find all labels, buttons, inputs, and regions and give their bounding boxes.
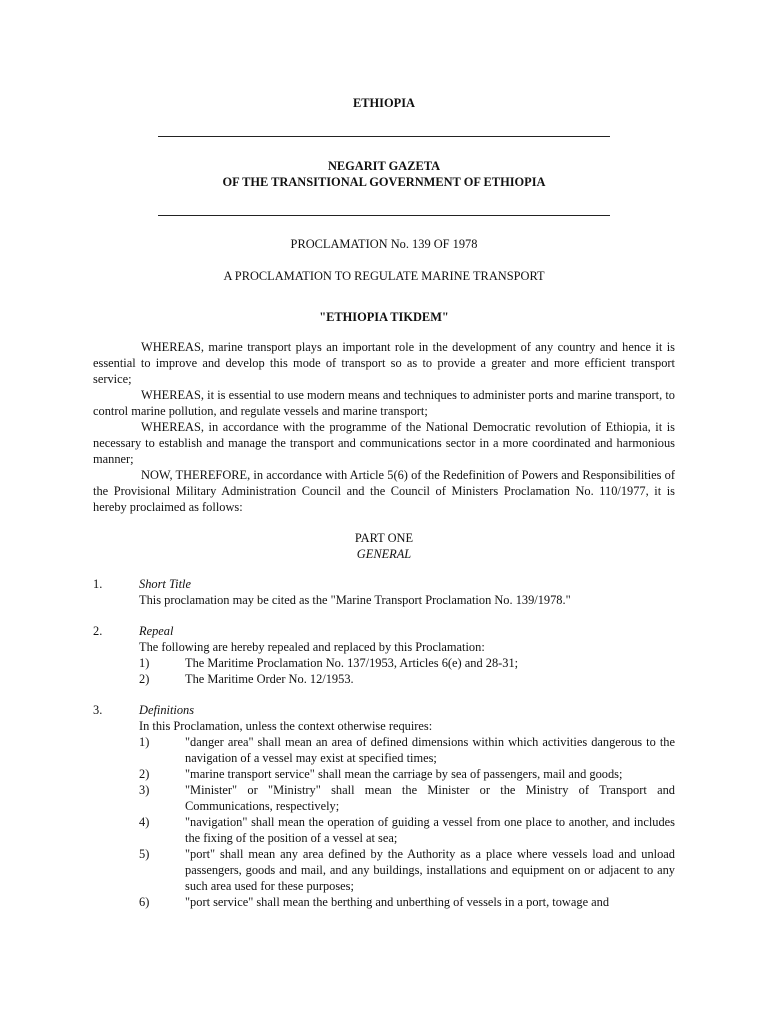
list-item-number: 5) — [139, 847, 150, 861]
gazette-subtitle: OF THE TRANSITIONAL GOVERNMENT OF ETHIOPIA — [222, 175, 546, 189]
preamble — [93, 339, 675, 515]
section-text: In this Proclamation, unless the context otherwise requires: — [139, 719, 433, 733]
preamble-paragraph: WHEREAS, marine transport plays an important role in the development of any country and hence it is essential to improve and develop this mode of transport so as to provide a greater and more efficient transport service; — [93, 340, 675, 386]
section-title: Repeal — [139, 624, 174, 638]
list-item-text: "navigation" shall mean the operation of guiding a vessel from one place to another, and includes the fixing of the position of a vessel at sea; — [185, 815, 675, 845]
list-item-number: 6) — [139, 895, 150, 909]
gazette-title: NEGARIT GAZETA — [327, 159, 441, 173]
list-item-number: 1) — [139, 735, 150, 749]
list-item-text: The Maritime Order No. 12/1953. — [185, 672, 354, 686]
preamble-paragraph: WHEREAS, in accordance with the programme of the National Democratic revolution of Ethiopia, it is necessary to establish and manage the transport and communications sector in a more coordinated and harmonious manner; — [93, 420, 675, 466]
list-item — [139, 671, 675, 687]
proclamation-number: PROCLAMATION No. 139 OF 1978 — [290, 237, 478, 251]
country-heading: ETHIOPIA — [353, 96, 415, 110]
proclamation-title: A PROCLAMATION TO REGULATE MARINE TRANSPORT — [223, 269, 545, 283]
section-title: Definitions — [139, 703, 195, 717]
section-number: 2. — [93, 624, 103, 638]
section-number: 1. — [93, 577, 103, 591]
list-item — [139, 734, 675, 766]
preamble-paragraph: WHEREAS, it is essential to use modern means and techniques to administer ports and marine transport, to control marine pollution, and regulate vessels and marine transport; — [93, 388, 675, 418]
list-item — [139, 814, 675, 846]
list-item-text: "port service" shall mean the berthing and unberthing of vessels in a port, towage and — [185, 895, 610, 909]
document-page — [93, 95, 675, 910]
part-heading: PART ONE — [354, 531, 414, 545]
list-item-number: 4) — [139, 815, 150, 829]
list-item — [139, 782, 675, 814]
list-item-number: 3) — [139, 783, 150, 797]
list-item — [139, 766, 675, 782]
list-item-text: "marine transport service" shall mean the carriage by sea of passengers, mail and goods; — [185, 767, 623, 781]
section-title: Short Title — [139, 577, 191, 591]
list-item-number: 2) — [139, 672, 150, 686]
list-item-text: The Maritime Proclamation No. 137/1953, Articles 6(e) and 28-31; — [185, 656, 519, 670]
section-number: 3. — [93, 703, 103, 717]
section-text: The following are hereby repealed and replaced by this Proclamation: — [139, 640, 485, 654]
list-item — [139, 655, 675, 671]
section-3 — [93, 702, 675, 910]
list-item-text: "Minister" or "Ministry" shall mean the Minister or the Ministry of Transport and Communications, respectively; — [185, 783, 675, 813]
motto: "ETHIOPIA TIKDEM" — [319, 310, 449, 324]
preamble-paragraph: NOW, THEREFORE, in accordance with Article 5(6) of the Redefinition of Powers and Responsibilities of the Provisional Military Administration Council and the Council of Ministers Proclamation No. 110/1977, it is hereby proclaimed as follows: — [93, 468, 675, 514]
list-item-number: 2) — [139, 767, 150, 781]
list-item-text: "port" shall mean any area defined by the Authority as a place where vessels load and unload passengers, goods and mail, and any buildings, installations and equipment on or adjacent to any such area used for these purposes; — [185, 847, 675, 893]
list-item-text: "danger area" shall mean an area of defined dimensions within which activities dangerous to the navigation of a vessel may exist at specified times; — [185, 735, 675, 765]
part-subtitle: GENERAL — [356, 547, 412, 561]
list-item — [139, 846, 675, 894]
section-text: This proclamation may be cited as the "Marine Transport Proclamation No. 139/1978." — [139, 593, 571, 607]
list-item — [139, 894, 675, 910]
list-item-number: 1) — [139, 656, 150, 670]
section-2 — [93, 623, 675, 687]
section-1 — [93, 576, 675, 608]
